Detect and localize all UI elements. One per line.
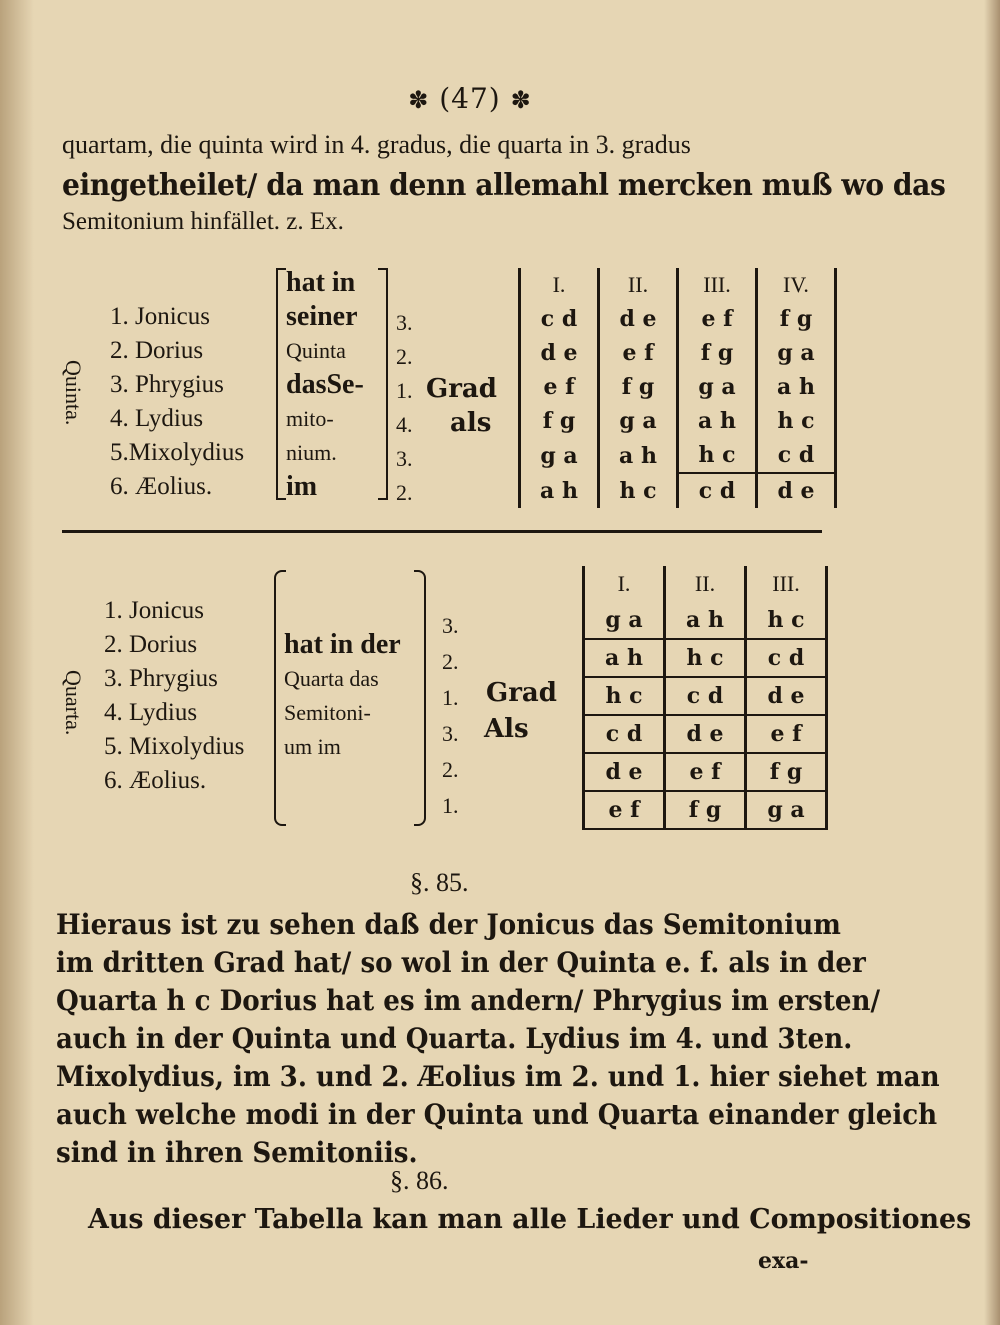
left-brace <box>276 268 286 500</box>
column-header: I. <box>584 566 665 602</box>
column-header: I. <box>520 268 599 302</box>
table-cell: h c <box>665 639 746 677</box>
table-cell: a h <box>665 602 746 639</box>
page-edge-left <box>0 0 34 1325</box>
degree: 3. <box>442 721 459 746</box>
quinta-table <box>518 268 837 508</box>
table-cell: f g <box>599 370 678 404</box>
mode-item: 1. Jonicus <box>110 303 210 330</box>
quarta-grad-label: Grad <box>486 678 557 708</box>
degree: 1. <box>442 685 459 710</box>
table-cell: f g <box>757 302 836 336</box>
desc-line: hat in <box>286 267 356 298</box>
table-cell: d e <box>746 677 827 715</box>
column-header: III. <box>678 268 757 302</box>
mode-item: 2. Dorius <box>104 631 198 658</box>
desc-line: nium. <box>286 440 337 465</box>
right-brace <box>414 570 426 826</box>
desc-line: um im <box>284 734 341 759</box>
quinta-modes-list <box>110 300 244 504</box>
degree: 4. <box>396 412 413 437</box>
quarta-modes-list <box>104 594 244 798</box>
degree: 2. <box>442 757 459 782</box>
quinta-side-label: Quinta. <box>61 360 86 426</box>
mode-item: 4. Lydius <box>110 405 204 432</box>
table-row <box>520 302 836 336</box>
table-cell: f g <box>746 753 827 791</box>
table-row <box>584 791 827 829</box>
mode-item: 1. Jonicus <box>104 597 204 624</box>
quarta-description <box>284 628 401 764</box>
degree: 3. <box>442 613 459 638</box>
section-divider <box>62 530 822 533</box>
mode-item: 6. Æolius. <box>104 767 207 794</box>
paragraph-line: im dritten Grad hat/ so wol in der Quinta e. f. als in der <box>56 946 866 979</box>
section-86-line: Aus dieser Tabella kan man alle Lieder und Compositiones <box>88 1204 972 1235</box>
desc-line: hat in der <box>284 629 401 660</box>
right-brace <box>378 268 388 500</box>
table-cell: d e <box>665 715 746 753</box>
table-row <box>520 370 836 404</box>
paragraph-line: Hieraus ist zu sehen daß der Jonicus das Semitonium <box>56 908 841 941</box>
top-text-line-3: Semitonium hinfället. z. Ex. <box>62 208 344 235</box>
table-header-row <box>520 268 836 302</box>
table-cell: d e <box>599 302 678 336</box>
table-cell: e f <box>746 715 827 753</box>
paragraph-line: auch welche modi in der Quinta und Quarta einander gleich <box>56 1098 938 1131</box>
table-cell: h c <box>757 404 836 438</box>
page-header <box>380 82 560 115</box>
quinta-grad-label: Grad <box>426 374 497 404</box>
top-text-line-2: eingetheilet/ da man denn allemahl mercken muß wo das <box>62 168 946 203</box>
table-cell: f g <box>665 791 746 829</box>
desc-line: dasSe- <box>286 369 364 400</box>
table-row <box>584 715 827 753</box>
table-cell: d e <box>757 473 836 508</box>
degree: 1. <box>396 378 413 403</box>
table-cell: g a <box>746 791 827 829</box>
table-cell: f g <box>678 336 757 370</box>
table-cell: h c <box>599 473 678 508</box>
table-cell: a h <box>584 639 665 677</box>
quinta-description <box>286 266 364 504</box>
table-cell: a h <box>757 370 836 404</box>
ornament-right-icon: ✽ <box>510 86 532 114</box>
desc-line: Quinta <box>286 338 346 363</box>
table-row <box>584 602 827 639</box>
section-85-paragraph <box>56 906 1000 1172</box>
section-85-heading: §. 85. <box>410 868 469 897</box>
table-cell: g a <box>599 404 678 438</box>
table-cell: c d <box>665 677 746 715</box>
table-cell: g a <box>520 438 599 473</box>
table-header-row <box>584 566 827 602</box>
table-cell: a h <box>520 473 599 508</box>
column-header: II. <box>665 566 746 602</box>
quarta-als-label: Als <box>484 714 529 744</box>
mode-item: 2. Dorius <box>110 337 204 364</box>
table-cell: d e <box>520 336 599 370</box>
section-86-heading: §. 86. <box>390 1166 449 1195</box>
column-header: II. <box>599 268 678 302</box>
mode-item: 4. Lydius <box>104 699 198 726</box>
degree: 2. <box>442 649 459 674</box>
desc-line: im <box>286 471 318 502</box>
quinta-degrees <box>396 306 413 510</box>
table-row <box>584 677 827 715</box>
table-cell: h c <box>746 602 827 639</box>
table-row <box>520 336 836 370</box>
table-cell: d e <box>584 753 665 791</box>
table-row <box>584 639 827 677</box>
quarta-table <box>582 566 828 830</box>
table-row <box>520 438 836 473</box>
degree: 3. <box>396 446 413 471</box>
column-header: IV. <box>757 268 836 302</box>
table-cell: h c <box>584 677 665 715</box>
catchword: exa- <box>758 1248 809 1274</box>
table-cell: e f <box>599 336 678 370</box>
ornament-left-icon: ✽ <box>408 86 430 114</box>
page-number: (47) <box>439 82 501 115</box>
mode-item: 3. Phrygius <box>110 371 224 398</box>
table-cell: c d <box>584 715 665 753</box>
table-cell: c d <box>678 473 757 508</box>
table-row <box>520 473 836 508</box>
top-text-line-1: quartam, die quinta wird in 4. gradus, die quarta in 3. gradus <box>62 130 691 159</box>
degree: 1. <box>442 793 459 818</box>
table-cell: e f <box>584 791 665 829</box>
mode-item: 5. Mixolydius <box>104 733 245 760</box>
quarta-side-label: Quarta. <box>61 670 86 736</box>
paragraph-line: Mixolydius, im 3. und 2. Æolius im 2. und 1. hier siehet man <box>56 1060 940 1093</box>
table-cell: e f <box>520 370 599 404</box>
paragraph-line: sind in ihren Semitoniis. <box>56 1136 418 1169</box>
table-cell: h c <box>678 438 757 473</box>
table-cell: e f <box>678 302 757 336</box>
table-cell: e f <box>665 753 746 791</box>
table-cell: a h <box>678 404 757 438</box>
table-cell: a h <box>599 438 678 473</box>
desc-line: Quarta das <box>284 666 379 691</box>
degree: 2. <box>396 344 413 369</box>
desc-line: Semitoni- <box>284 700 371 725</box>
quinta-als-label: als <box>450 408 492 438</box>
desc-line: mito- <box>286 406 334 431</box>
table-cell: f g <box>520 404 599 438</box>
degree: 2. <box>396 480 413 505</box>
table-cell: c d <box>746 639 827 677</box>
table-cell: c d <box>757 438 836 473</box>
table-cell: g a <box>678 370 757 404</box>
table-row <box>584 753 827 791</box>
paragraph-line: auch in der Quinta und Quarta. Lydius im 4. und 3ten. <box>56 1022 853 1055</box>
desc-line: seiner <box>286 301 358 332</box>
column-header: III. <box>746 566 827 602</box>
paragraph-line: Quarta h c Dorius hat es im andern/ Phrygius im ersten/ <box>56 984 881 1017</box>
table-cell: g a <box>757 336 836 370</box>
mode-item: 5.Mixolydius <box>110 439 245 466</box>
mode-item: 3. Phrygius <box>104 665 218 692</box>
table-cell: c d <box>520 302 599 336</box>
quarta-degrees <box>442 608 459 824</box>
mode-item: 6. Æolius. <box>110 473 213 500</box>
table-cell: g a <box>584 602 665 639</box>
degree: 3. <box>396 310 413 335</box>
table-row <box>520 404 836 438</box>
